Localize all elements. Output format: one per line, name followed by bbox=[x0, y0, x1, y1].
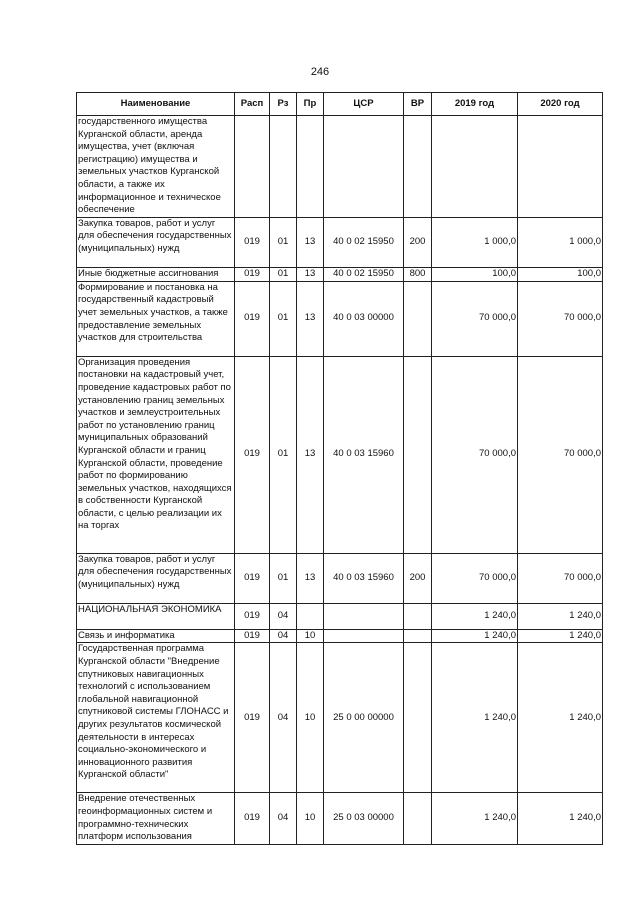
row-csr bbox=[324, 603, 404, 629]
header-vr: ВР bbox=[404, 93, 432, 116]
row-vr bbox=[404, 356, 432, 553]
row-2019: 1 240,0 bbox=[432, 793, 518, 844]
row-rasp: 019 bbox=[235, 217, 270, 267]
row-pr: 13 bbox=[297, 356, 324, 553]
row-rasp: 019 bbox=[235, 793, 270, 844]
row-name: Внедрение отечественных геоинформационных систем и программно-технических платформ использования bbox=[77, 793, 235, 844]
row-csr bbox=[324, 629, 404, 643]
row-vr bbox=[404, 793, 432, 844]
row-pr bbox=[297, 116, 324, 218]
row-name: НАЦИОНАЛЬНАЯ ЭКОНОМИКА bbox=[77, 603, 235, 629]
row-2019: 70 000,0 bbox=[432, 281, 518, 356]
header-2020: 2020 год bbox=[518, 93, 603, 116]
row-2019: 1 000,0 bbox=[432, 217, 518, 267]
row-2020: 1 000,0 bbox=[518, 217, 603, 267]
row-pr bbox=[297, 603, 324, 629]
row-csr: 40 0 03 15960 bbox=[324, 553, 404, 603]
row-rasp: 019 bbox=[235, 356, 270, 553]
header-rz: Рз bbox=[270, 93, 297, 116]
header-2019: 2019 год bbox=[432, 93, 518, 116]
row-csr: 40 0 03 15960 bbox=[324, 356, 404, 553]
row-rasp: 019 bbox=[235, 629, 270, 643]
table-row bbox=[77, 116, 603, 218]
row-2020: 1 240,0 bbox=[518, 793, 603, 844]
row-csr bbox=[324, 116, 404, 218]
table-row bbox=[77, 553, 603, 603]
row-2019: 100,0 bbox=[432, 267, 518, 281]
row-rz: 04 bbox=[270, 603, 297, 629]
row-name: Закупка товаров, работ и услуг для обеспечения государственных (муниципальных) нужд bbox=[77, 553, 235, 603]
header-name: Наименование bbox=[77, 93, 235, 116]
row-name: Государственная программа Курганской области "Внедрение спутниковых навигационных технологий с использованием глобальной навигационной спутниковой системы ГЛОНАСС и других результатов космической деятельности в интересах социально-экономического и инновационного развития Курганской области" bbox=[77, 643, 235, 793]
row-vr: 200 bbox=[404, 217, 432, 267]
row-2020 bbox=[518, 116, 603, 218]
row-rz: 01 bbox=[270, 217, 297, 267]
table-row bbox=[77, 281, 603, 356]
row-rasp bbox=[235, 116, 270, 218]
row-pr: 13 bbox=[297, 267, 324, 281]
table-row bbox=[77, 793, 603, 844]
row-vr bbox=[404, 603, 432, 629]
row-2019: 1 240,0 bbox=[432, 629, 518, 643]
row-pr: 10 bbox=[297, 643, 324, 793]
table-row bbox=[77, 356, 603, 553]
row-rasp: 019 bbox=[235, 281, 270, 356]
row-rz: 04 bbox=[270, 643, 297, 793]
row-name: Иные бюджетные ассигнования bbox=[77, 267, 235, 281]
row-rasp: 019 bbox=[235, 267, 270, 281]
row-2019: 70 000,0 bbox=[432, 553, 518, 603]
row-csr: 25 0 03 00000 bbox=[324, 793, 404, 844]
row-pr: 10 bbox=[297, 793, 324, 844]
header-rasp: Расп bbox=[235, 93, 270, 116]
row-2019: 1 240,0 bbox=[432, 643, 518, 793]
row-2019: 1 240,0 bbox=[432, 603, 518, 629]
row-csr: 40 0 03 00000 bbox=[324, 281, 404, 356]
row-2020: 70 000,0 bbox=[518, 356, 603, 553]
table-row bbox=[77, 629, 603, 643]
row-csr: 40 0 02 15950 bbox=[324, 267, 404, 281]
row-rz: 01 bbox=[270, 356, 297, 553]
row-2020: 70 000,0 bbox=[518, 281, 603, 356]
row-2020: 1 240,0 bbox=[518, 643, 603, 793]
row-name: Закупка товаров, работ и услуг для обеспечения государственных (муниципальных) нужд bbox=[77, 217, 235, 267]
row-rz: 01 bbox=[270, 267, 297, 281]
row-vr bbox=[404, 629, 432, 643]
row-2020: 1 240,0 bbox=[518, 629, 603, 643]
row-2020: 100,0 bbox=[518, 267, 603, 281]
row-csr: 40 0 02 15950 bbox=[324, 217, 404, 267]
table-header-row bbox=[77, 93, 603, 116]
row-2019 bbox=[432, 116, 518, 218]
row-rz bbox=[270, 116, 297, 218]
row-rz: 04 bbox=[270, 629, 297, 643]
header-csr: ЦСР bbox=[324, 93, 404, 116]
page-number: 246 bbox=[310, 66, 330, 78]
table-row bbox=[77, 643, 603, 793]
row-name: Связь и информатика bbox=[77, 629, 235, 643]
table-row bbox=[77, 267, 603, 281]
row-2020: 70 000,0 bbox=[518, 553, 603, 603]
header-pr: Пр bbox=[297, 93, 324, 116]
row-name: государственного имущества Курганской области, аренда имущества, учет (включая регистрацию) имущества и земельных участков Курганской области, а также их информационное и техническое обеспечение bbox=[77, 116, 235, 218]
row-2019: 70 000,0 bbox=[432, 356, 518, 553]
row-pr: 13 bbox=[297, 217, 324, 267]
row-vr bbox=[404, 281, 432, 356]
row-pr: 13 bbox=[297, 553, 324, 603]
row-vr: 800 bbox=[404, 267, 432, 281]
row-rz: 04 bbox=[270, 793, 297, 844]
row-rz: 01 bbox=[270, 281, 297, 356]
row-vr: 200 bbox=[404, 553, 432, 603]
row-vr bbox=[404, 116, 432, 218]
row-csr: 25 0 00 00000 bbox=[324, 643, 404, 793]
budget-table bbox=[76, 92, 603, 845]
table-row bbox=[77, 603, 603, 629]
row-2020: 1 240,0 bbox=[518, 603, 603, 629]
row-rz: 01 bbox=[270, 553, 297, 603]
row-pr: 10 bbox=[297, 629, 324, 643]
row-rasp: 019 bbox=[235, 643, 270, 793]
row-name: Формирование и постановка на государственный кадастровый учет земельных участков, а также предоставление земельных участков для строительства bbox=[77, 281, 235, 356]
row-vr bbox=[404, 643, 432, 793]
row-name: Организация проведения постановки на кадастровый учет, проведение кадастровых работ по установлению границ земельных участков и землеустроительных работ по установлению границ муниципальных образований Курганской области и границ Курганской области, проведение работ по формированию земельных участков, находящихся в собственности Курганской области, с целью реализации их на торгах bbox=[77, 356, 235, 553]
row-pr: 13 bbox=[297, 281, 324, 356]
table-row bbox=[77, 217, 603, 267]
row-rasp: 019 bbox=[235, 553, 270, 603]
row-rasp: 019 bbox=[235, 603, 270, 629]
